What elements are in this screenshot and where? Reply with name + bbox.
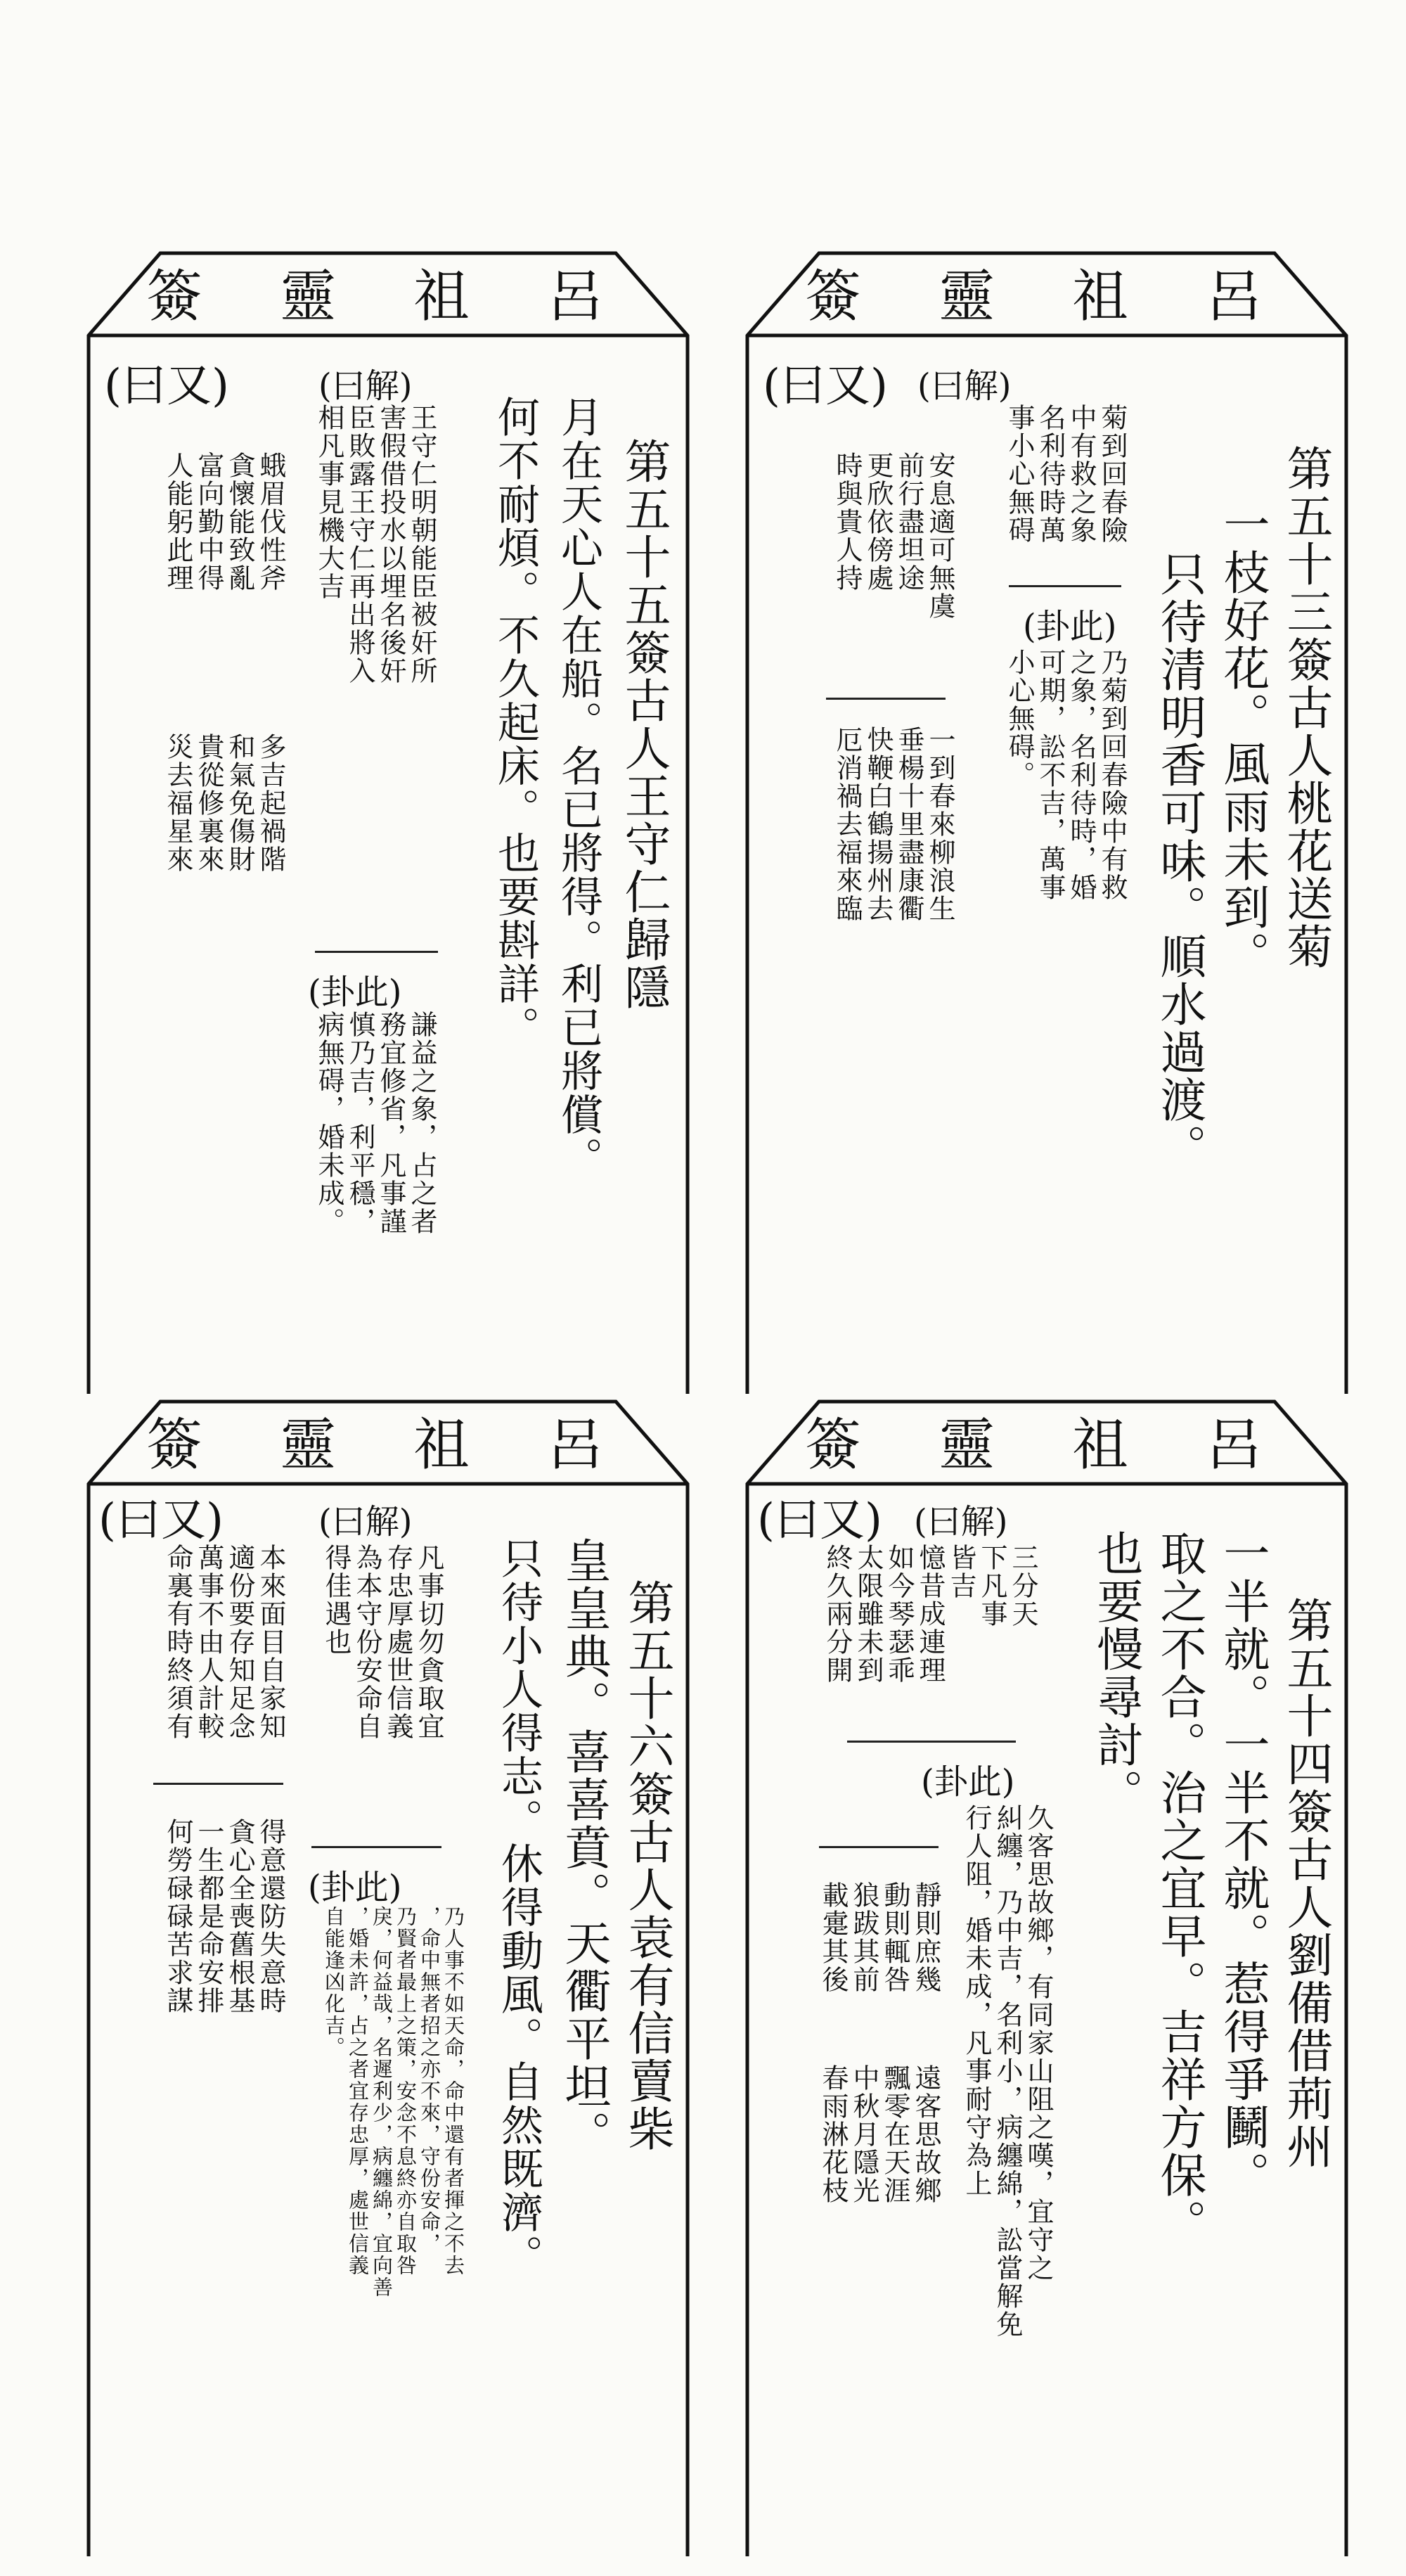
jie-line-5: 如今琴瑟乖	[884, 1544, 915, 1684]
header-char-3: 祖	[1072, 264, 1128, 329]
jie-line-3: 皆吉	[946, 1544, 976, 1600]
verse-line-2: 垂楊十里盡康衢	[894, 726, 924, 923]
gua-label: (卦此)	[308, 973, 402, 1012]
header-char-3: 祖	[413, 264, 470, 329]
jie-label: (曰解)	[917, 366, 1012, 406]
mid-line-4: 時與貴人持	[832, 451, 863, 592]
gua-line-1: 乃菊到回春險中有救	[1097, 648, 1128, 902]
jie-line-3: 名利待時萬	[1035, 404, 1066, 544]
poem-line-2: 一半就。一半不就。惹得爭鬭。	[1215, 1530, 1270, 2199]
header-char-1: 簽	[146, 264, 202, 329]
jie-line-4: 得佳遇也	[321, 1544, 352, 1656]
gua-label: (卦此)	[921, 1762, 1015, 1802]
gua-line-1: 謙益之象，占之者	[406, 1011, 437, 1236]
header-char-4: 呂	[547, 1412, 603, 1478]
verse-line-1: 一到春來柳浪生	[924, 726, 955, 923]
poem-line-2: 皇皇典。喜喜賁。天衢平坦。	[557, 1537, 611, 2158]
you-line-1: 本來面目自家知	[255, 1544, 286, 1741]
header-char-2: 靈	[280, 1412, 336, 1478]
jie-line-2: 下凡事	[976, 1544, 1007, 1628]
verse-line-3: 快鞭白鶴揚州去	[863, 726, 894, 923]
poem-line-3: 只待清明香可味。順水過渡。	[1152, 550, 1206, 1172]
header-char-1: 簽	[805, 1412, 861, 1478]
divider	[847, 1741, 1016, 1743]
you-line-6: 和氣免傷財	[224, 733, 255, 873]
jie-line-2: 存忠厚處世信義	[382, 1544, 413, 1741]
gua-line-3: 行人阻，婚未成，凡事耐守為上	[961, 1804, 992, 2198]
jie-line-1: 凡事切勿貪取宜	[413, 1544, 444, 1741]
you-line-3: 萬事不由人計較	[193, 1544, 224, 1741]
gua-line-2: ，命中無者招之亦不來，守份安命，	[418, 1906, 441, 2255]
you-line-5: 得意還防失意時	[255, 1818, 286, 2015]
poem-line-3: 何不耐煩。不久起床。也要斟詳。	[491, 395, 540, 1049]
header-char-2: 靈	[280, 264, 336, 329]
gua-line-5: ，婚未許，占之者宜存忠厚，處世信義	[346, 1906, 370, 2276]
gua-line-3: 乃賢者最上之策，安念不息終亦自取咎	[394, 1906, 418, 2276]
gua-line-6: 自能逢凶化吉。	[322, 1906, 346, 2058]
you-line-4: 命裏有時終須有	[162, 1544, 193, 1741]
you-line-4: 人能躬此理	[162, 451, 193, 592]
you-label: (曰又)	[98, 1494, 224, 1546]
you-line-2: 貪懷能致亂	[224, 451, 255, 592]
gua-line-2: 之象，名利待時，婚	[1066, 648, 1097, 902]
you-label: (曰又)	[763, 360, 888, 412]
divider	[315, 951, 438, 953]
gua-line-4: 戾，何益哉，名遲利少，病纏綿，宜向善	[370, 1906, 394, 2298]
header-char-1: 簽	[805, 264, 861, 329]
header-char-4: 呂	[1206, 1412, 1262, 1478]
you-line-5: 多吉起禍階	[255, 733, 286, 873]
divider	[153, 1783, 283, 1785]
jie-line-1: 三分天	[1007, 1544, 1038, 1628]
poem-line-3: 取之不合。治之宜早。吉祥方保。	[1152, 1530, 1206, 2247]
mid-line-1: 安息適可無虞	[924, 451, 955, 620]
jie-line-2: 中有救之象	[1066, 404, 1097, 544]
header-char-1: 簽	[146, 1412, 202, 1478]
header-char-3: 祖	[1072, 1412, 1128, 1478]
gua-line-1: 乃人事不如天命，命中還有者揮之不去	[441, 1906, 465, 2276]
verse-line-5: 遠客思故鄉	[910, 2064, 941, 2205]
poem-line-2: 月在天心人在船。名已將得。利已將償。	[554, 395, 603, 1180]
divider	[819, 1846, 939, 1848]
header-char-3: 祖	[413, 1412, 470, 1478]
jie-line-3: 為本守份安命自	[352, 1544, 382, 1741]
divider	[1009, 585, 1121, 587]
gua-label: (卦此)	[1023, 607, 1117, 646]
you-line-8: 何勞碌碌苦求謀	[162, 1818, 193, 2015]
verse-line-8: 春雨淋花枝	[818, 2064, 849, 2205]
gua-line-1: 久客思故鄉，有同家山阻之嘆，宜守之	[1023, 1804, 1054, 2282]
card-56	[83, 1389, 695, 2556]
header-char-2: 靈	[939, 264, 995, 329]
verse-line-4: 載疐其後	[818, 1881, 849, 1994]
gua-line-3: 慎乃吉，利平穩，	[344, 1011, 375, 1236]
verse-line-6: 飄零在天涯	[879, 2064, 910, 2205]
jie-line-4: 相凡事見機大吉	[314, 404, 344, 601]
you-line-7: 一生都是命安排	[193, 1818, 224, 2015]
header-char-2: 靈	[939, 1412, 995, 1478]
jie-line-7: 終久兩分開	[822, 1544, 853, 1684]
gua-line-4: 病無碍，婚未成。	[314, 1011, 344, 1236]
poem-line-1: 第五十五簽古人王守仁歸隱	[617, 437, 671, 1011]
poem-line-2: 一枝好花。風雨未到。	[1215, 501, 1270, 979]
card-53	[742, 241, 1353, 1394]
you-line-7: 貴從修裏來	[193, 733, 224, 873]
jie-line-4: 憶昔成連理	[915, 1544, 946, 1684]
gua-line-4: 小心無碍。	[1004, 648, 1035, 789]
jie-line-3: 臣敗露王守仁再出將入	[344, 404, 375, 685]
verse-line-3: 狼跋其前	[849, 1881, 879, 1994]
you-line-3: 富向勤中得	[193, 451, 224, 592]
verse-line-7: 中秋月隱光	[849, 2064, 879, 2205]
poem-line-1: 第五十三簽古人桃花送菊	[1279, 444, 1333, 970]
you-label: (曰又)	[104, 360, 229, 412]
card-55	[83, 241, 695, 1394]
card-54	[742, 1389, 1353, 2556]
jie-line-2: 害假借投水以埋名後奸	[375, 404, 406, 685]
jie-label: (曰解)	[318, 1502, 413, 1542]
gua-line-3: 可期，訟不吉，萬事	[1035, 648, 1066, 902]
verse-line-1: 靜則庶幾	[910, 1881, 941, 1994]
mid-line-3: 更欣依傍處	[863, 451, 894, 592]
poem-line-4: 也要慢尋討。	[1089, 1530, 1143, 1816]
verse-line-4: 厄消禍去福來臨	[832, 726, 863, 923]
gua-label: (卦此)	[308, 1868, 402, 1907]
you-line-1: 蛾眉伐性斧	[255, 451, 286, 592]
jie-label: (曰解)	[914, 1502, 1008, 1542]
mid-line-2: 前行盡坦途	[894, 451, 924, 592]
divider	[826, 698, 946, 700]
jie-label: (曰解)	[318, 366, 413, 406]
you-line-2: 適份要存知足念	[224, 1544, 255, 1741]
jie-line-6: 太限雖未到	[853, 1544, 884, 1684]
jie-line-1: 王守仁明朝能臣被奸所	[406, 404, 437, 685]
poem-line-1: 第五十六簽古人袁有信賣柴	[620, 1579, 674, 2153]
you-line-6: 貪心全喪舊根基	[224, 1818, 255, 2015]
jie-line-4: 事小心無碍	[1004, 404, 1035, 544]
jie-line-1: 菊到回春險	[1097, 404, 1128, 544]
verse-line-2: 動則輒咎	[879, 1881, 910, 1994]
poem-line-1: 第五十四簽古人劉備借荊州	[1279, 1596, 1333, 2170]
gua-line-2: 糾纏，乃中吉，名利小，病纏綿，訟當解免	[992, 1804, 1023, 2338]
header-char-4: 呂	[1206, 264, 1262, 329]
header-char-4: 呂	[547, 264, 603, 329]
divider	[311, 1846, 441, 1848]
you-line-8: 災去福星來	[162, 733, 193, 873]
you-label: (曰又)	[757, 1494, 882, 1546]
gua-line-2: 務宜修省，凡事謹	[375, 1011, 406, 1236]
poem-line-3: 只待小人得志。休得動風。自然既濟。	[494, 1537, 543, 2278]
